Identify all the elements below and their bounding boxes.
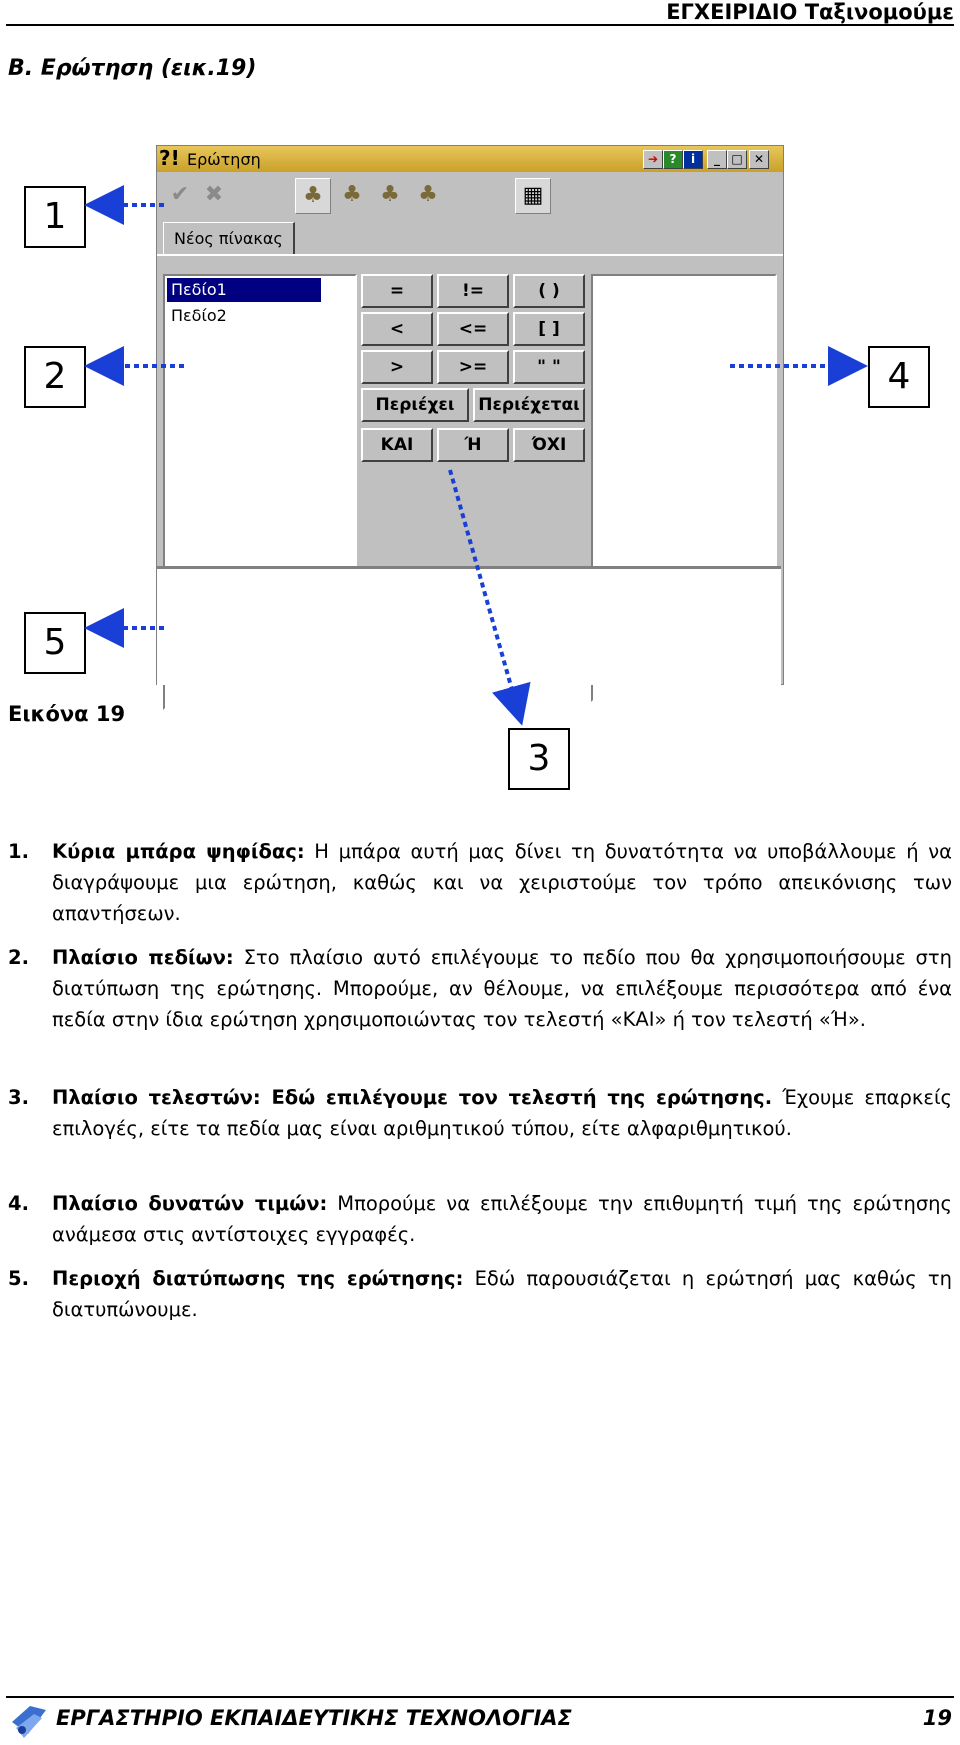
op-equals-button[interactable]: = xyxy=(361,274,433,308)
op-greater-button[interactable]: > xyxy=(361,350,433,384)
tab-new-table[interactable]: Νέος πίνακας xyxy=(163,222,295,255)
page-number: 19 xyxy=(922,1706,952,1730)
list-item-4: 4. Πλαίσιο δυνατών τιμών: Μπορούμε να επιλέξουμε την επιθυμητή τιμή της ερώτησης ανάμεσα στις αντίστοιχες εγγραφές. xyxy=(8,1192,952,1246)
sack-icon[interactable]: ♣ xyxy=(295,178,331,214)
list-item-1: 1. Κύρια μπάρα ψηφίδας: Η μπάρα αυτή μας δίνει τη δυνατότητα να υποβάλλουμε ή να διαγράψουμε μια ερώτηση, καθώς και να χειριστούμε τον τρόπο απεικόνισης των απαντήσεων. xyxy=(8,840,952,925)
callout-1: 1 xyxy=(24,186,86,248)
op-parentheses-button[interactable]: ( ) xyxy=(513,274,585,308)
op-greater-equal-button[interactable]: >= xyxy=(437,350,509,384)
section-title: Β. Ερώτηση (εικ.19) xyxy=(8,56,257,81)
app-icon: ?! xyxy=(159,146,180,170)
list-item-2: 2. Πλαίσιο πεδίων: Στο πλαίσιο αυτό επιλέγουμε το πεδίο που θα χρησιμοποιήσουμε στη διατύπωση της ερώτησης. Μπορούμε, αν θέλουμε, να επιλέξουμε περισσότερα από ένα πεδία στην ίδια ερώτηση χρησιμοποιώντας τον τελεστή «ΚΑΙ» ή τον τελεστή «Ή». xyxy=(8,946,952,1031)
op-not-button[interactable]: ΌΧΙ xyxy=(513,428,585,462)
callout-5: 5 xyxy=(24,612,86,674)
callout-3: 3 xyxy=(508,728,570,790)
sack-sparkle-icon[interactable]: ♣ xyxy=(380,182,400,207)
footer-rule xyxy=(6,1696,954,1698)
maximize-button[interactable]: □ xyxy=(727,150,747,169)
window-title: Ερώτηση xyxy=(187,150,261,169)
op-or-button[interactable]: Ή xyxy=(437,428,509,462)
op-less-equal-button[interactable]: <= xyxy=(437,312,509,346)
op-contained-button[interactable]: Περιέχεται xyxy=(473,388,585,422)
info-icon[interactable]: i xyxy=(683,150,703,169)
submit-check-icon[interactable]: ✔ xyxy=(170,182,190,207)
op-and-button[interactable]: ΚΑΙ xyxy=(361,428,433,462)
op-quotes-button[interactable]: " " xyxy=(513,350,585,384)
footer-text: ΕΡΓΑΣΤΗΡΙΟ ΕΚΠΑΙΔΕΥΤΙΚΗΣ ΤΕΧΝΟΛΟΓΙΑΣ xyxy=(56,1706,572,1730)
arrow-3 xyxy=(450,470,520,718)
figure-caption: Εικόνα 19 xyxy=(8,702,126,726)
minimize-button[interactable]: _ xyxy=(707,150,727,169)
header-title: ΕΓΧΕΙΡΙΔΙΟ Ταξινομούμε xyxy=(666,0,954,24)
sacks-swap-icon[interactable]: ♣ xyxy=(418,182,438,207)
sack-star-icon[interactable]: ♣ xyxy=(342,182,362,207)
callout-2: 2 xyxy=(24,346,86,408)
callout-4: 4 xyxy=(868,346,930,408)
delete-x-icon[interactable]: ✖ xyxy=(204,182,224,207)
op-contains-button[interactable]: Περιέχει xyxy=(361,388,469,422)
list-item-5: 5. Περιοχή διατύπωσης της ερώτησης: Εδώ παρουσιάζεται η ερώτησή μας καθώς τη διατυπώνουμε. xyxy=(8,1267,952,1321)
list-item-3: 3. Πλαίσιο τελεστών: Εδώ επιλέγουμε τον τελεστή της ερώτησης. Έχουμε επαρκείς επιλογές, είτε τα πεδία μας είναι αριθμητικού τύπου, είτε αλφαριθμητικού. xyxy=(8,1086,952,1140)
op-brackets-button[interactable]: [ ] xyxy=(513,312,585,346)
help-icon[interactable]: ? xyxy=(663,150,683,169)
callout-arrows xyxy=(0,0,960,800)
list-item[interactable]: Πεδίο2 xyxy=(171,306,227,325)
lab-logo-icon xyxy=(8,1700,50,1740)
close-button[interactable]: ✕ xyxy=(749,150,769,169)
list-item[interactable]: Πεδίο1 xyxy=(167,278,321,302)
table-view-icon[interactable]: ▦ xyxy=(515,178,551,214)
op-not-equals-button[interactable]: != xyxy=(437,274,509,308)
arrow-icon[interactable]: ➔ xyxy=(643,150,663,169)
op-less-button[interactable]: < xyxy=(361,312,433,346)
